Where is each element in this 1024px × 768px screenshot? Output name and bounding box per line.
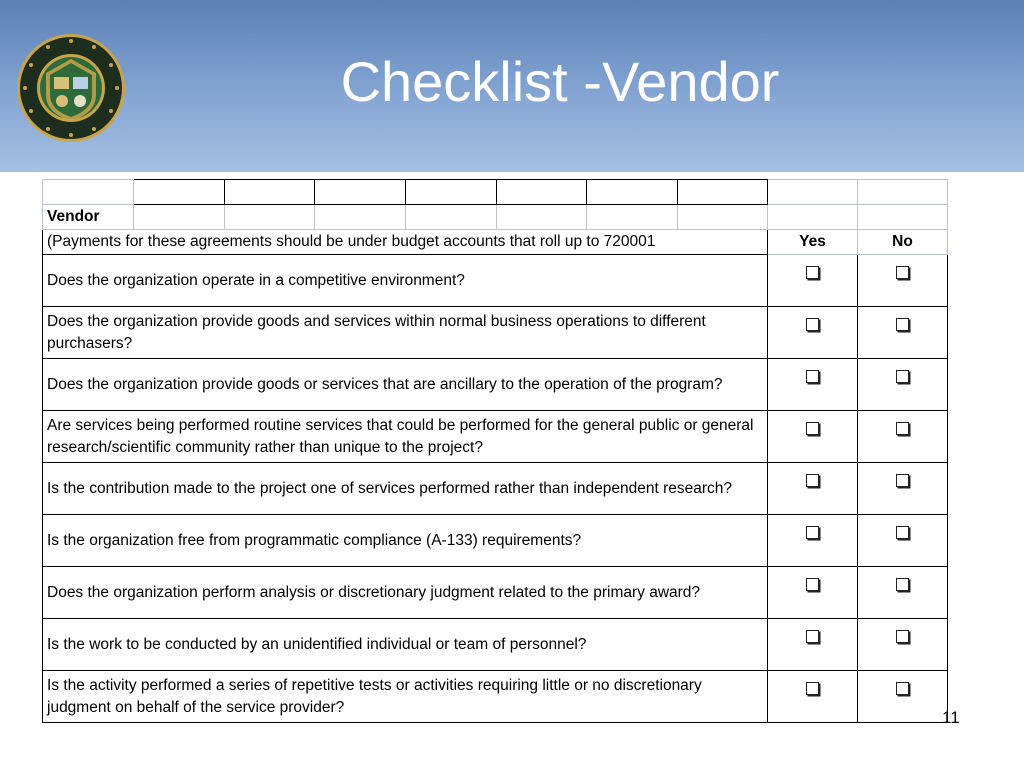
slide-header bbox=[0, 0, 1024, 172]
no-checkbox[interactable] bbox=[896, 682, 909, 695]
no-checkbox[interactable] bbox=[896, 422, 909, 435]
question-text: Does the organization provide goods or services that are ancillary to the operation of the program? bbox=[43, 359, 768, 411]
no-checkbox[interactable] bbox=[896, 266, 909, 279]
table-row bbox=[43, 671, 948, 723]
question-text: Is the work to be conducted by an unidentified individual or team of personnel? bbox=[43, 619, 768, 671]
table-row bbox=[43, 307, 948, 359]
no-checkbox[interactable] bbox=[896, 474, 909, 487]
yes-checkbox[interactable] bbox=[806, 370, 819, 383]
no-checkbox[interactable] bbox=[896, 526, 909, 539]
university-seal-icon bbox=[16, 33, 126, 143]
question-text: Does the organization provide goods and services within normal business operations to different purchasers? bbox=[43, 307, 768, 359]
yes-column-header: Yes bbox=[768, 230, 858, 255]
slide-title: Checklist -Vendor bbox=[340, 50, 780, 113]
no-checkbox[interactable] bbox=[896, 578, 909, 591]
vendor-label: Vendor bbox=[43, 205, 134, 230]
question-text: Does the organization perform analysis or discretionary judgment related to the primary award? bbox=[43, 567, 768, 619]
no-column-header: No bbox=[858, 230, 948, 255]
question-text: Is the activity performed a series of repetitive tests or activities requiring little or no discretionary judgment on behalf of the service provider? bbox=[43, 671, 768, 723]
table-row bbox=[43, 359, 948, 411]
table-row bbox=[43, 463, 948, 515]
question-text: Is the contribution made to the project one of services performed rather than independent research? bbox=[43, 463, 768, 515]
page-number: 11 bbox=[942, 708, 960, 727]
budget-note: (Payments for these agreements should be under budget accounts that roll up to 720001 bbox=[43, 230, 768, 255]
yes-checkbox[interactable] bbox=[806, 266, 819, 279]
yes-checkbox[interactable] bbox=[806, 422, 819, 435]
yes-checkbox[interactable] bbox=[806, 318, 819, 331]
no-checkbox[interactable] bbox=[896, 630, 909, 643]
table-row bbox=[43, 619, 948, 671]
no-checkbox[interactable] bbox=[896, 370, 909, 383]
yes-checkbox[interactable] bbox=[806, 682, 819, 695]
vendor-row bbox=[43, 205, 948, 230]
yes-checkbox[interactable] bbox=[806, 474, 819, 487]
table-row bbox=[43, 567, 948, 619]
header-row bbox=[43, 230, 948, 255]
yes-checkbox[interactable] bbox=[806, 578, 819, 591]
table-row bbox=[43, 411, 948, 463]
question-text: Is the organization free from programmatic compliance (A-133) requirements? bbox=[43, 515, 768, 567]
question-text: Are services being performed routine services that could be performed for the general public or general research/scientific community rather than unique to the project? bbox=[43, 411, 768, 463]
no-checkbox[interactable] bbox=[896, 318, 909, 331]
table-blank-row bbox=[43, 180, 948, 205]
yes-checkbox[interactable] bbox=[806, 526, 819, 539]
yes-checkbox[interactable] bbox=[806, 630, 819, 643]
table-row bbox=[43, 515, 948, 567]
vendor-checklist-table bbox=[42, 179, 948, 723]
question-text: Does the organization operate in a competitive environment? bbox=[43, 255, 768, 307]
table-row bbox=[43, 255, 948, 307]
